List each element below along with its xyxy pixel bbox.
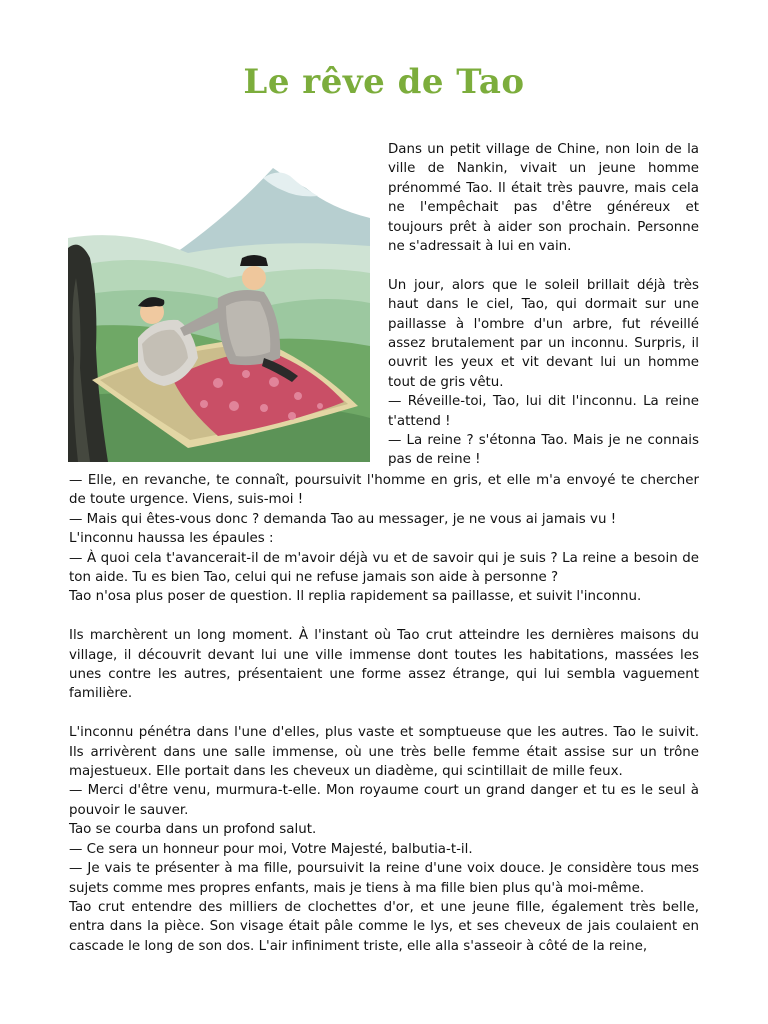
paragraph: — Ce sera un honneur pour moi, Votre Majesté, balbutia-t-il. (69, 841, 473, 857)
paragraph: Un jour, alors que le soleil brillait déjà très haut dans le ciel, Tao, qui dormait sur une paillasse à l'ombre d'un arbre, fut réveillé assez brutalement par un inconnu. Surpris, il ouvrit les yeux et vit devant lui un homme tout de gris vêtu. (388, 277, 699, 390)
paragraph: L'inconnu haussa les épaules : (69, 531, 274, 547)
side-text-column (388, 140, 699, 470)
paragraph-gap (69, 704, 699, 723)
paragraph: L'inconnu pénétra dans l'une d'elles, plus vaste et somptueuse que les autres. Tao le suivit. Ils arrivèrent dans une salle immense, où une très belle femme était assise sur un trône majestueux. Elle portait dans les cheveux un diadème, qui scintillait de mille feux. (69, 725, 699, 780)
paragraph-gap (388, 256, 699, 275)
paragraph: — À quoi cela t'avancerait-il de m'avoir déjà vu et de savoir qui je suis ? La reine a besoin de ton aide. Tu es bien Tao, celui qui ne refuse jamais son aide à personne ? (69, 550, 699, 586)
paragraph: — Je vais te présenter à ma fille, poursuivit la reine d'une voix douce. Je considère tous mes sujets comme mes propres enfants, mais je tiens à ma fille bien plus qu'à moi-même. (69, 861, 699, 896)
paragraph: Dans un petit village de Chine, non loin de la ville de Nankin, vivait un jeune homme prénommé Tao. Il était très pauvre, mais cela ne l'empêchait pas d'être généreux et toujours prêt à aider son prochain. Personne ne s'adressait à lui en vain. (388, 142, 699, 255)
paragraph: — La reine ? s'étonna Tao. Mais je ne connais pas de reine ! (388, 433, 699, 468)
paragraph: — Réveille-toi, Tao, lui dit l'inconnu. La reine t'attend ! (388, 394, 699, 429)
paragraph: — Merci d'être venu, murmura-t-elle. Mon royaume court un grand danger et tu es le seul à pouvoir le sauver. (69, 783, 699, 818)
paragraph-gap (69, 607, 699, 626)
paragraph: Ils marchèrent un long moment. À l'instant où Tao crut atteindre les dernières maisons du village, il découvrit devant lui une ville immense dont toutes les habitations, massées les unes contre les autres, présentaient une forme assez étrange, qui lui sembla vaguement familière. (69, 628, 699, 702)
paragraph: Tao se courba dans un profond salut. (69, 822, 317, 838)
page-title: Le rêve de Tao (243, 62, 525, 102)
main-text-column (69, 471, 699, 956)
paragraph: Tao crut entendre des milliers de clochettes d'or, et une jeune fille, également très belle, entra dans la pièce. Son visage était pâle comme le lys, et ses cheveux de jais coulaient en cascade le long de son dos. L'air infiniment triste, elle alla s'asseoir à côté de la reine, (69, 899, 699, 954)
paragraph: — Mais qui êtes-vous donc ? demanda Tao au messager, je ne vous ai jamais vu ! (69, 511, 617, 527)
illustration-tao-awakened-icon (68, 168, 370, 462)
paragraph: — Elle, en revanche, te connaît, poursuivit l'homme en gris, et elle m'a envoyé te chercher de toute urgence. Viens, suis-moi ! (69, 473, 699, 508)
paragraph: Tao n'osa plus poser de question. Il replia rapidement sa paillasse, et suivit l'inconnu. (69, 589, 642, 605)
